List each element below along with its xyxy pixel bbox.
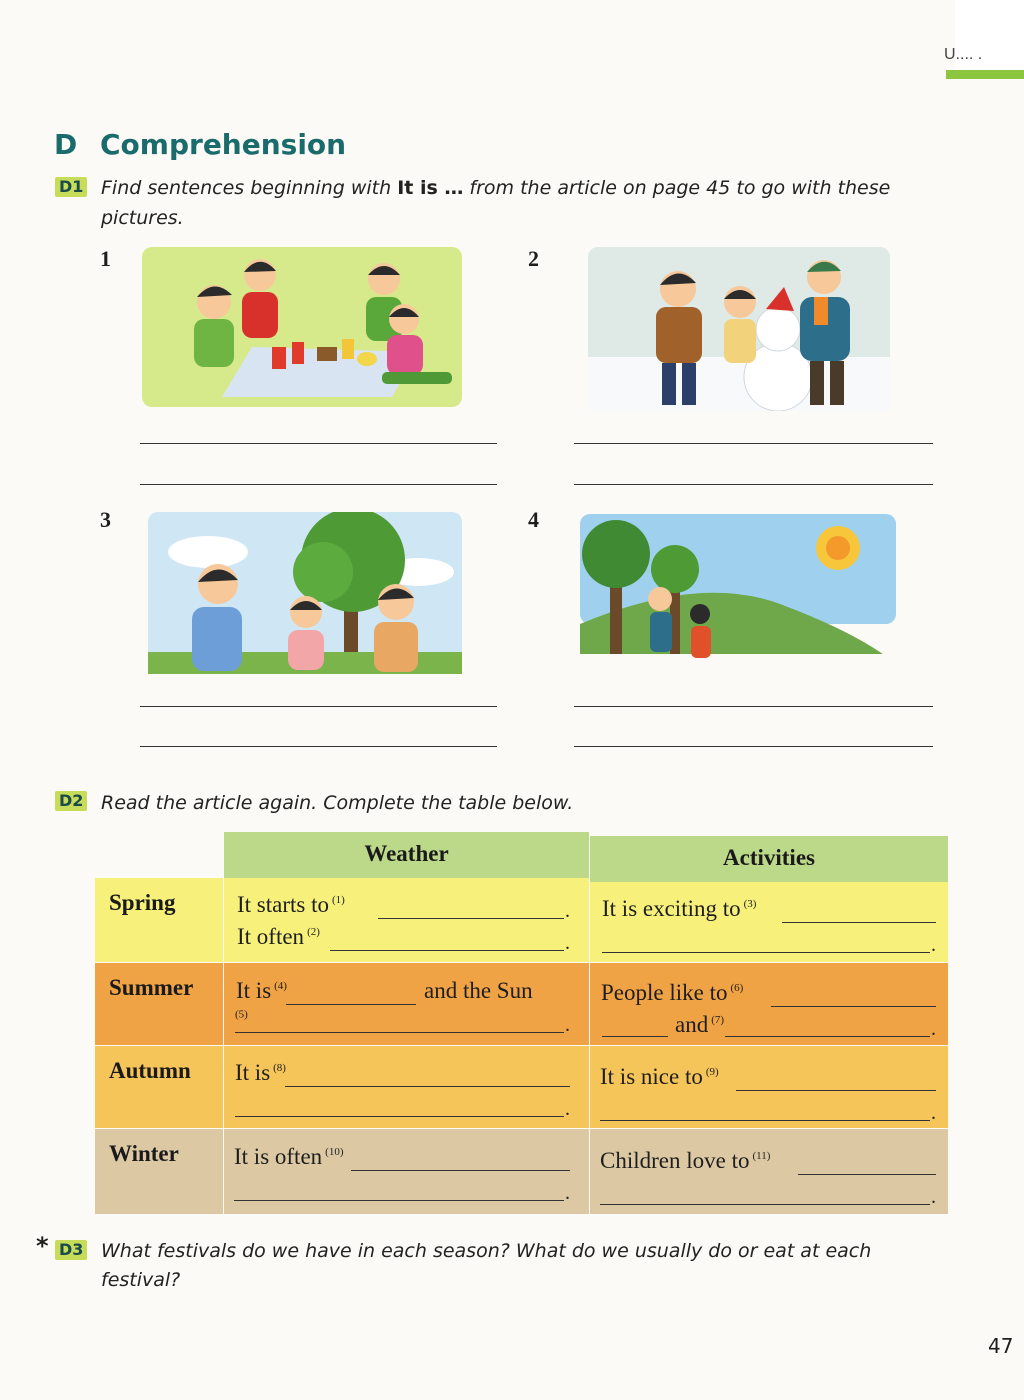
d3-instruction-line2: festival? [101,1269,181,1291]
spring-weather-prompt-2: It often $^{(2)}$ [237,924,320,949]
answer-line[interactable] [574,746,933,747]
d1-tag: D1 [55,177,87,197]
blank-9[interactable] [736,1090,936,1091]
ice-cream-illustration [148,512,462,674]
summer-weather-prompt-2: and the Sun [424,978,533,1003]
spring-activity-prompt: It is exciting to $^{(3)}$ [602,896,757,921]
answer-line[interactable] [140,484,497,485]
d3-tag: D3 [55,1240,87,1260]
summer-weather-prompt-1: It is $^{(4)}$ [236,978,287,1003]
period: . [931,934,936,956]
answer-line[interactable] [574,484,933,485]
period: . [565,932,570,954]
blank-6-cont[interactable] [602,1036,668,1037]
blank-3-cont[interactable] [602,952,930,953]
period: . [565,1098,570,1120]
d3-instruction: What festivals do we have in each season? What do we usually do or eat at each [101,1240,872,1262]
hill-walk-illustration [580,514,896,674]
picture-number: 2 [528,246,539,271]
picture-number: 3 [100,507,111,532]
winter-weather-prompt: It is often $^{(10)}$ [234,1144,344,1169]
unit-label: U.... . [944,46,983,63]
unit-accent-bar [946,70,1024,79]
blank-10[interactable] [351,1170,570,1171]
d1-instruction-line2: pictures. [101,207,184,229]
period: . [565,1182,570,1204]
blank-5-number: (5) [235,1008,248,1021]
autumn-weather-prompt: It is $^{(8)}$ [235,1060,286,1085]
picture-number: 1 [100,246,111,271]
season-summer: Summer [109,975,194,1000]
summer-activity-prompt-1: People like to $^{(6)}$ [601,980,744,1005]
blank-11[interactable] [798,1174,936,1175]
seasons-table [95,832,948,1214]
d2-tag: D2 [55,791,87,811]
header-weather: Weather [224,832,589,878]
period: . [931,1018,936,1040]
answer-line[interactable] [574,706,933,707]
blank-10-cont[interactable] [234,1200,564,1201]
d1-instruction: Find sentences beginning with It is … from the article on page 45 to go with these [101,177,891,199]
blank-8-cont[interactable] [235,1116,564,1117]
blank-11-cont[interactable] [600,1204,930,1205]
period: . [565,1014,570,1036]
snowman-illustration [588,247,890,411]
winter-weather-cell [224,1129,589,1214]
d2-instruction: Read the article again. Complete the table below. [101,792,574,814]
section-letter: D [54,128,78,161]
period: . [931,1102,936,1124]
picnic-illustration [142,247,462,407]
autumn-activity-prompt: It is nice to $^{(9)}$ [600,1064,719,1089]
unit-tab [955,0,1024,80]
blank-2[interactable] [330,950,564,951]
period: . [931,1186,936,1208]
winter-activity-prompt: Children love to $^{(11)}$ [600,1148,771,1173]
blank-4[interactable] [286,1004,416,1005]
answer-line[interactable] [140,706,497,707]
season-spring: Spring [109,890,176,915]
season-winter: Winter [109,1141,179,1166]
spring-weather-prompt-1: It starts to $^{(1)}$ [237,892,345,917]
optional-star: * [36,1232,49,1260]
period: . [565,900,570,922]
summer-activity-prompt-2: and $^{(7)}$ [675,1012,725,1037]
picture-number: 4 [528,507,539,532]
blank-3[interactable] [782,922,936,923]
season-autumn: Autumn [109,1058,191,1083]
answer-line[interactable] [574,443,933,444]
answer-line[interactable] [140,746,497,747]
page-number: 47 [988,1334,1014,1358]
blank-1[interactable] [378,918,564,919]
header-activities: Activities [590,836,948,882]
blank-5[interactable] [235,1032,564,1033]
blank-8[interactable] [285,1086,570,1087]
section-title: Comprehension [100,128,347,161]
blank-9-cont[interactable] [600,1120,930,1121]
blank-6[interactable] [771,1006,936,1007]
blank-7[interactable] [725,1036,930,1037]
answer-line[interactable] [140,443,497,444]
